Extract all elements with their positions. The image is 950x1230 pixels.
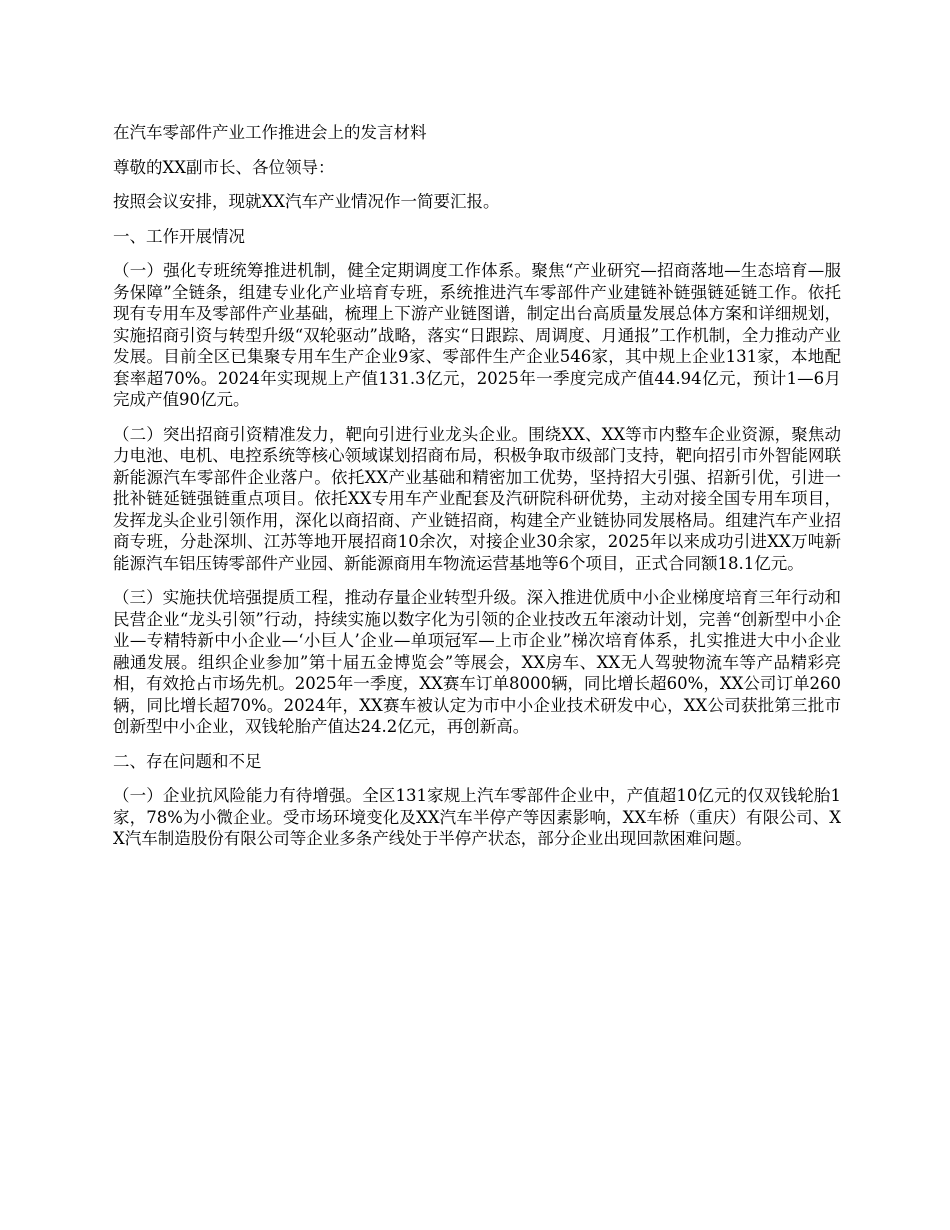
greeting: 尊敬的XX副市长、各位领导： bbox=[113, 157, 335, 177]
section-2-paragraph-1: （一）企业抗风险能力有待增强。全区131家规上汽车零部件企业中，产值超10亿元的仅双钱轮胎1家，78%为小微企业。受市场环境变化及XX汽车半停产等因素影响，XX车桥（重庆）有限公司、XX汽车制造股份有限公司等企业多条产线处于半停产状态，部分企业出现回款困难问题。 bbox=[113, 786, 841, 848]
document-page bbox=[113, 122, 841, 863]
intro-paragraph: 按照会议安排，现就XX汽车产业情况作一简要汇报。 bbox=[113, 192, 500, 211]
section-1-paragraph-2: （二）突出招商引资精准发力，靶向引进行业龙头企业。围绕XX、XX等市内整车企业资源，聚焦动力电池、电机、电控系统等核心领域谋划招商布局，积极争取市级部门支持，靶向招引市外智能网联新能源汽车零部件企业落户。依托XX产业基础和精密加工优势，坚持招大引强、招新引优，引进一批补链延链强链重点项目。依托XX专用车产业配套及汽研院科研优势，主动对接全国专用车项目，发挥龙头企业引领作用，深化以商招商、产业链招商，构建全产业链协同发展格局。组建汽车产业招商专班，分赴深圳、江苏等地开展招商10余次，对接企业30余家，2025年以来成功引进XX万吨新能源汽车铝压铸零部件产业园、新能源商用车物流运营基地等6个项目，正式合同额18.1亿元。 bbox=[113, 424, 841, 573]
section-2-heading: 二、存在问题和不足 bbox=[113, 751, 262, 771]
section-1-paragraph-3: （三）实施扶优培强提质工程，推动存量企业转型升级。深入推进优质中小企业梯度培育三年行动和民营企业“龙头引领”行动，持续实施以数字化为引领的企业技改五年滚动计划，完善“创新型中小企业—专精特新中小企业—‘小巨人’企业—单项冠军—上市企业”梯次培育体系，扎实推进大中小企业融通发展。组织企业参加”第十届五金博览会”等展会，XX房车、XX无人驾驶物流车等产品精彩亮相，有效抢占市场先机。2025年一季度，XX赛车订单8000辆，同比增长超60%，XX公司订单260辆，同比增长超70%。2024年，XX赛车被认定为市中小企业技术研发中心，XX公司获批第三批市创新型中小企业，双钱轮胎产值达24.2亿元，再创新高。 bbox=[113, 588, 841, 736]
section-1-paragraph-1: （一）强化专班统筹推进机制，健全定期调度工作体系。聚焦“产业研究—招商落地—生态培育—服务保障”全链条，组建专业化产业培育专班，系统推进汽车零部件产业建链补链强链延链工作。依托现有专用车及零部件产业基础，梳理上下游产业链图谱，制定出台高质量发展总体方案和详细规划，实施招商引资与转型升级“双轮驱动”战略，落实“日跟踪、周调度、月通报”工作机制，全力推动产业发展。目前全区已集聚专用车生产企业9家、零部件生产企业546家，其中规上企业131家，本地配套率超70%。2024年实现规上产值131.3亿元，2025年一季度完成产值44.94亿元，预计1—6月完成产值90亿元。 bbox=[113, 261, 841, 409]
section-1-heading: 一、工作开展情况 bbox=[113, 226, 245, 246]
document-title: 在汽车零部件产业工作推进会上的发言材料 bbox=[113, 123, 427, 142]
